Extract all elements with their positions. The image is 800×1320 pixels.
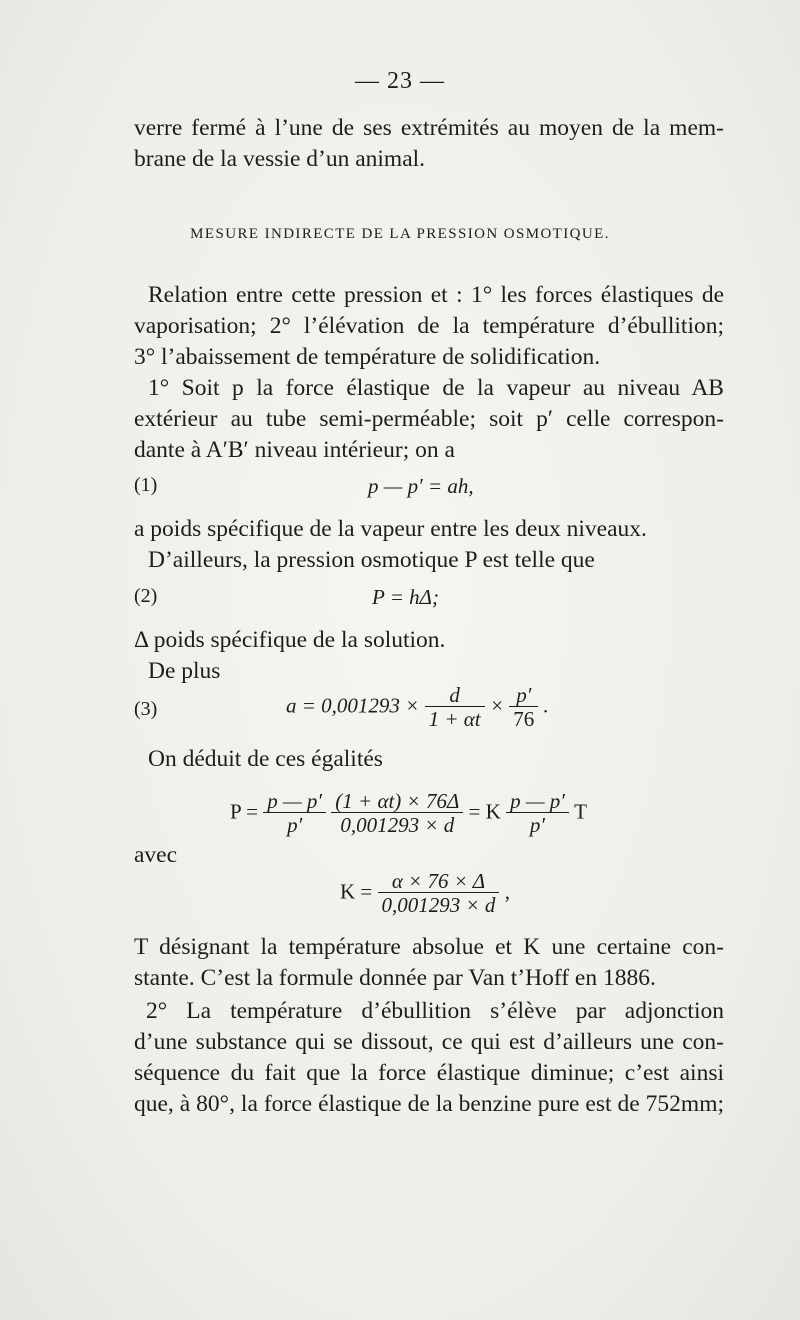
text-line: d’une substance qui se dissout, ce qui est d’ailleurs une con- <box>134 1029 724 1055</box>
text-line: dante à A′B′ niveau intérieur; on a <box>134 437 455 463</box>
equation-number: (3) <box>134 698 158 720</box>
paragraph-relation <box>134 280 724 373</box>
text-line: Relation entre cette pression et : 1° les forces élastiques de <box>148 282 724 308</box>
equation-1: p — p′ = ah, <box>368 474 474 498</box>
fraction <box>425 684 485 731</box>
equation-end: , <box>504 879 510 904</box>
equation-lhs: K = <box>340 879 373 904</box>
text-line: On déduit de ces égalités <box>148 746 383 772</box>
text-line: T désignant la température absolue et K une certaine con- <box>134 934 724 960</box>
equation-2: P = hΔ; <box>372 585 439 609</box>
equation-number: (2) <box>134 585 158 607</box>
fraction <box>509 684 538 731</box>
text-line: Δ poids spécifique de la solution. <box>134 627 446 653</box>
text-line: D’ailleurs, la pression osmotique P est telle que <box>148 547 595 573</box>
paragraph-soit <box>134 373 724 466</box>
paragraph-2 <box>134 996 724 1120</box>
fraction <box>331 790 463 837</box>
fraction-numerator: p′ <box>509 684 538 707</box>
page-number: — 23 — <box>355 68 445 94</box>
paragraph-a <box>134 514 724 576</box>
text-line: séquence du fait que la force élastique diminue; c’est ainsi <box>134 1060 724 1086</box>
text-line: 3° l’abaissement de température de solidification. <box>134 344 601 370</box>
fraction-numerator: p — p′ <box>263 790 326 813</box>
fraction-numerator: (1 + αt) × 76Δ <box>331 790 463 813</box>
text-line: verre fermé à l’une de ses extrémités au moyen de la mem- <box>134 115 724 141</box>
text-line: vaporisation; 2° l’élévation de la température d’ébullition; <box>134 313 724 339</box>
fraction <box>263 790 326 837</box>
paragraph-deduit <box>134 744 724 775</box>
text-line: De plus <box>148 658 221 684</box>
equation-end: T <box>574 799 587 824</box>
text-line: 1° Soit p la force élastique de la vapeur au niveau AB <box>148 375 724 401</box>
fraction-denominator: 1 + αt <box>428 707 481 731</box>
fraction-denominator: 76 <box>513 707 535 731</box>
equation-end: . <box>543 693 549 718</box>
fraction <box>506 790 569 837</box>
fraction-denominator: p′ <box>529 813 545 837</box>
fraction-numerator: d <box>425 684 485 707</box>
fraction <box>378 870 500 917</box>
avec-label: avec <box>134 842 178 868</box>
equation-4 <box>230 790 587 837</box>
fraction-numerator: α × 76 × Δ <box>378 870 500 893</box>
fraction-denominator: p′ <box>287 813 303 837</box>
paragraph-T <box>134 932 724 994</box>
section-heading: MESURE INDIRECTE DE LA PRESSION OSMOTIQUE. <box>190 226 610 242</box>
equation-mid: = K <box>468 799 501 824</box>
times-sign: × <box>489 693 505 718</box>
paragraph-intro <box>134 113 724 175</box>
text-line: a poids spécifique de la vapeur entre les deux niveaux. <box>134 516 647 542</box>
equation-lhs: a = 0,001293 × <box>286 693 420 718</box>
equation-3 <box>286 684 549 731</box>
text-line: brane de la vessie d’un animal. <box>134 146 426 172</box>
fraction-denominator: 0,001293 × d <box>340 813 455 837</box>
equation-lhs: P = <box>230 799 258 824</box>
text-line: que, à 80°, la force élastique de la benzine pure est de 752mm; <box>134 1091 724 1117</box>
paragraph-delta <box>134 625 724 687</box>
fraction-denominator: 0,001293 × d <box>381 893 496 917</box>
equation-5 <box>340 870 510 917</box>
equation-number: (1) <box>134 474 158 496</box>
fraction-numerator: p — p′ <box>506 790 569 813</box>
text-line: stante. C’est la formule donnée par Van t’Hoff en 1886. <box>134 965 656 991</box>
text-line: extérieur au tube semi-perméable; soit p′ celle correspon- <box>134 406 724 432</box>
text-line: 2° La température d’ébullition s’élève par adjonction <box>146 998 724 1024</box>
